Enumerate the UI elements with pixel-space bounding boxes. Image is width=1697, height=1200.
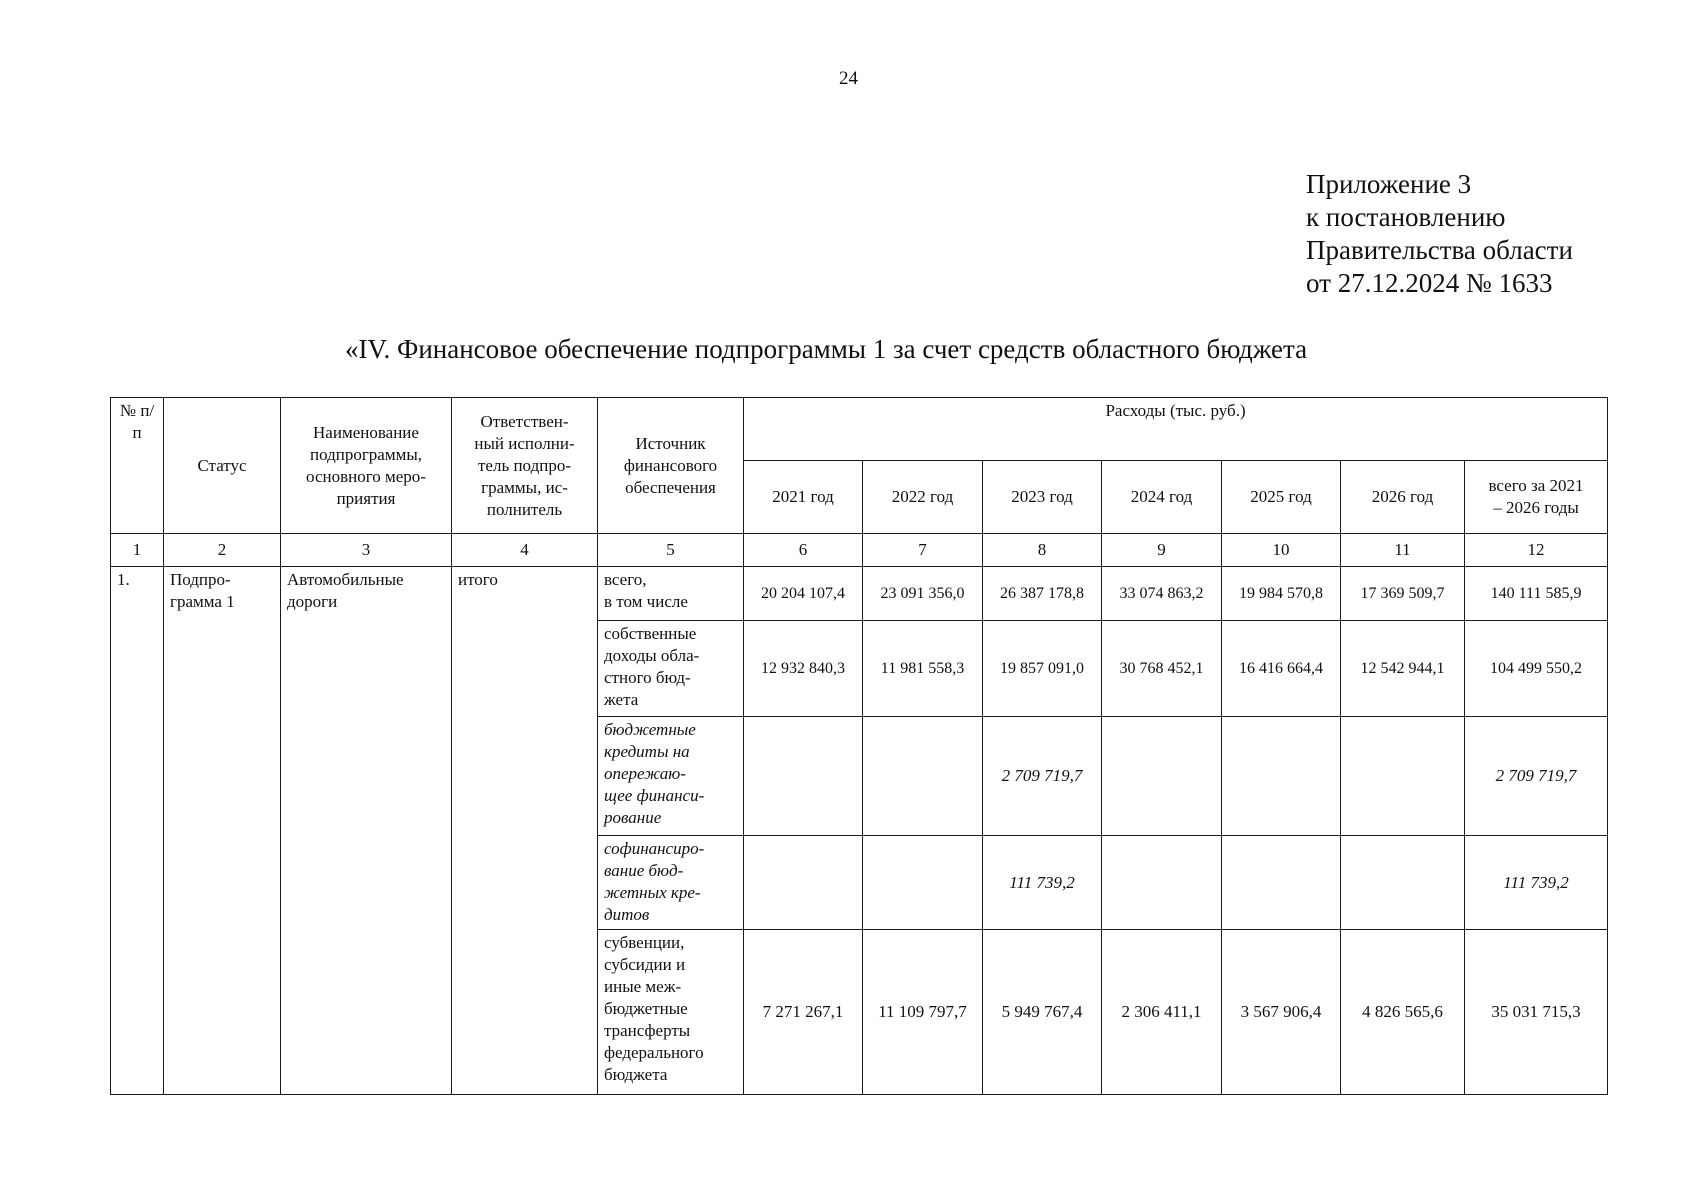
source-label: всего, в том числе xyxy=(598,567,744,621)
source-label: собственные доходы обла- стного бюд- жета xyxy=(598,621,744,717)
value-cell xyxy=(1102,836,1222,930)
appendix-line-4: от 27.12.2024 № 1633 xyxy=(1306,268,1553,298)
column-number: 8 xyxy=(983,534,1102,567)
value-cell: 3 567 906,4 xyxy=(1222,930,1341,1095)
value-cell: 4 826 565,6 xyxy=(1341,930,1465,1095)
value-cell: 5 949 767,4 xyxy=(983,930,1102,1095)
value-cell xyxy=(744,836,863,930)
column-number: 5 xyxy=(598,534,744,567)
header-expenses: Расходы (тыс. руб.) xyxy=(744,398,1608,461)
appendix-line-2: к постановлению xyxy=(1306,202,1506,232)
header-name: Наименование подпрограммы, основного меро- приятия xyxy=(281,398,452,534)
value-cell: 33 074 863,2 xyxy=(1102,567,1222,621)
value-cell xyxy=(863,717,983,836)
header-num: № п/п xyxy=(111,398,164,534)
value-cell: 11 109 797,7 xyxy=(863,930,983,1095)
row-name: Автомобильные дороги xyxy=(281,567,452,1095)
value-cell xyxy=(1341,836,1465,930)
value-cell: 7 271 267,1 xyxy=(744,930,863,1095)
value-cell: 12 542 944,1 xyxy=(1341,621,1465,717)
source-label: бюджетные кредиты на опережаю- щее финанси- рование xyxy=(598,717,744,836)
value-cell xyxy=(744,717,863,836)
value-cell: 2 306 411,1 xyxy=(1102,930,1222,1095)
value-cell: 140 111 585,9 xyxy=(1465,567,1608,621)
header-total: всего за 2021 – 2026 годы xyxy=(1465,461,1608,534)
value-cell: 23 091 356,0 xyxy=(863,567,983,621)
column-number-row xyxy=(111,534,1608,567)
value-cell: 16 416 664,4 xyxy=(1222,621,1341,717)
value-cell xyxy=(863,836,983,930)
header-responsible: Ответствен- ный исполни- тель подпро- граммы, ис- полнитель xyxy=(452,398,598,534)
value-cell xyxy=(1102,717,1222,836)
header-year-2023: 2023 год xyxy=(983,461,1102,534)
value-cell: 111 739,2 xyxy=(983,836,1102,930)
column-number: 10 xyxy=(1222,534,1341,567)
column-number: 6 xyxy=(744,534,863,567)
header-status: Статус xyxy=(164,398,281,534)
column-number: 11 xyxy=(1341,534,1465,567)
value-cell: 30 768 452,1 xyxy=(1102,621,1222,717)
value-cell xyxy=(1341,717,1465,836)
value-cell: 11 981 558,3 xyxy=(863,621,983,717)
value-cell xyxy=(1222,836,1341,930)
value-cell: 35 031 715,3 xyxy=(1465,930,1608,1095)
column-number: 3 xyxy=(281,534,452,567)
value-cell: 2 709 719,7 xyxy=(983,717,1102,836)
value-cell: 111 739,2 xyxy=(1465,836,1608,930)
row-responsible: итого xyxy=(452,567,598,1095)
appendix-block xyxy=(1306,168,1573,300)
value-cell: 2 709 719,7 xyxy=(1465,717,1608,836)
header-year-2025: 2025 год xyxy=(1222,461,1341,534)
value-cell: 17 369 509,7 xyxy=(1341,567,1465,621)
appendix-line-1: Приложение 3 xyxy=(1306,169,1472,199)
header-year-2021: 2021 год xyxy=(744,461,863,534)
value-cell: 20 204 107,4 xyxy=(744,567,863,621)
header-source: Источник финансового обеспечения xyxy=(598,398,744,534)
column-number: 12 xyxy=(1465,534,1608,567)
appendix-line-3: Правительства области xyxy=(1306,235,1573,265)
value-cell xyxy=(1222,717,1341,836)
column-number: 7 xyxy=(863,534,983,567)
document-title: «IV. Финансовое обеспечение подпрограммы 1 за счет средств областного бюджета xyxy=(345,334,1308,364)
header-year-2024: 2024 год xyxy=(1102,461,1222,534)
row-num: 1. xyxy=(111,567,164,1095)
page-number: 24 xyxy=(839,68,858,89)
column-number: 2 xyxy=(164,534,281,567)
financing-table xyxy=(110,397,1608,1095)
source-label: софинансиро- вание бюд- жетных кре- дитов xyxy=(598,836,744,930)
table-row xyxy=(111,567,1608,621)
source-label: субвенции, субсидии и иные меж- бюджетные трансферты федерального бюджета xyxy=(598,930,744,1095)
header-year-2022: 2022 год xyxy=(863,461,983,534)
value-cell: 19 857 091,0 xyxy=(983,621,1102,717)
value-cell: 12 932 840,3 xyxy=(744,621,863,717)
row-status: Подпро- грамма 1 xyxy=(164,567,281,1095)
value-cell: 104 499 550,2 xyxy=(1465,621,1608,717)
value-cell: 19 984 570,8 xyxy=(1222,567,1341,621)
value-cell: 26 387 178,8 xyxy=(983,567,1102,621)
column-number: 4 xyxy=(452,534,598,567)
column-number: 9 xyxy=(1102,534,1222,567)
header-year-2026: 2026 год xyxy=(1341,461,1465,534)
header-row-1 xyxy=(111,398,1608,461)
column-number: 1 xyxy=(111,534,164,567)
